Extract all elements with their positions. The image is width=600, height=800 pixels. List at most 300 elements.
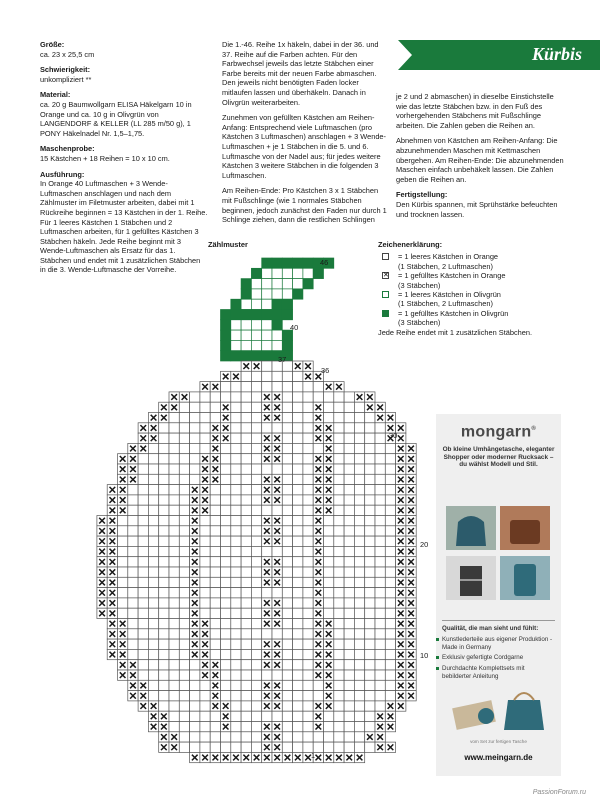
chart-cell [375, 454, 385, 464]
chart-cell [293, 268, 303, 278]
chart-cell [344, 639, 354, 649]
chart-cell [334, 649, 344, 659]
chart-cell [303, 382, 313, 392]
chart-cell [303, 680, 313, 690]
chart-cell [293, 732, 303, 742]
chart-cell [272, 289, 282, 299]
chart-cell [169, 526, 179, 536]
chart-cell [344, 670, 354, 680]
advertisement[interactable] [436, 414, 561, 776]
chart-cell [231, 330, 241, 340]
chart-cell [303, 557, 313, 567]
chart-cell [303, 639, 313, 649]
chart-cell [365, 546, 375, 556]
chart-cell [210, 711, 220, 721]
chart-cell [282, 268, 292, 278]
chart-cell [159, 649, 169, 659]
chart-cell [210, 577, 220, 587]
chart-cell [169, 598, 179, 608]
chart-cell [365, 433, 375, 443]
chart-cell [251, 516, 261, 526]
material-text: ca. 20 g Baumwollgarn ELISA Häkelgarn 10 in Orange und ca. 10 g in Olivgrün von LANGENDORF & KELLER (LL 285 m/50 g), 1 PONY Häkelnadel Nr. 1,5–1,75. [40, 99, 192, 138]
chart-cell [138, 588, 148, 598]
chart-cell [272, 371, 282, 381]
chart-cell [179, 546, 189, 556]
chart-cell [210, 557, 220, 567]
chart-cell [293, 701, 303, 711]
chart-cell [313, 732, 323, 742]
chart-cell [313, 680, 323, 690]
ad-feature: Exklusiv gefertigte Cordgarne [442, 654, 555, 662]
chart-cell [375, 691, 385, 701]
chart-cell [179, 516, 189, 526]
chart-cell [190, 402, 200, 412]
chart-cell [385, 619, 395, 629]
chart-cell [148, 567, 158, 577]
chart-cell [241, 485, 251, 495]
chart-cell [262, 629, 272, 639]
chart-cell [251, 402, 261, 412]
chart-cell [241, 423, 251, 433]
chart-cell [262, 310, 272, 320]
chart-cell [148, 505, 158, 515]
chart-cell [148, 546, 158, 556]
chart-cell [272, 464, 282, 474]
chart-cell [303, 691, 313, 701]
chart-cell [200, 598, 210, 608]
row-label-20: 20 [420, 540, 429, 549]
chart-cell [262, 464, 272, 474]
rows-paragraph: Die 1.-46. Reihe 1x häkeln, dabei in der 36. und 37. Reihe auf die Farben achten. Für den Farbwechsel jeweils das letzte Stäbchen einer Farbe bereits mit der neuen Farbe abmaschen. Den jeweils nicht benötigten Faden locker mitlaufen lassen und überhäkeln. Danach in Olivgrün weiterarbeiten. [222, 40, 379, 107]
chart-cell [231, 485, 241, 495]
chart-cell [179, 680, 189, 690]
chart-cell [221, 505, 231, 515]
chart-cell [375, 443, 385, 453]
chart-cell [334, 588, 344, 598]
chart-cell [169, 639, 179, 649]
chart-cell [282, 536, 292, 546]
chart-cell [385, 577, 395, 587]
chart-cell [179, 526, 189, 536]
chart-cell [241, 402, 251, 412]
chart-cell [385, 588, 395, 598]
chart-cell [221, 629, 231, 639]
chart-cell [293, 649, 303, 659]
chart-cell [251, 691, 261, 701]
chart-cell [303, 660, 313, 670]
chart-cell [200, 392, 210, 402]
chart-cell [200, 546, 210, 556]
chart-cell [241, 279, 251, 289]
chart-cell [334, 413, 344, 423]
chart-cell [190, 722, 200, 732]
chart-grid [97, 258, 416, 763]
chart-cell [231, 310, 241, 320]
chart-cell [334, 392, 344, 402]
chart-cell [210, 639, 220, 649]
size-text: ca. 23 x 25,5 cm [40, 49, 95, 59]
chart-cell [334, 629, 344, 639]
chart-cell [303, 454, 313, 464]
chart-cell [365, 649, 375, 659]
chart-cell [334, 433, 344, 443]
chart-cell [365, 711, 375, 721]
chart-cell [231, 711, 241, 721]
chart-cell [179, 557, 189, 567]
chart-cell [262, 330, 272, 340]
chart-cell [385, 567, 395, 577]
chart-cell [365, 413, 375, 423]
chart-cell [344, 464, 354, 474]
chart-cell [169, 464, 179, 474]
chart-cell [282, 443, 292, 453]
chart-cell [282, 413, 292, 423]
chart-cell [190, 691, 200, 701]
chart-cell [282, 680, 292, 690]
chart-cell [385, 485, 395, 495]
chart-cell [354, 516, 364, 526]
chart-cell [159, 485, 169, 495]
chart-cell [334, 722, 344, 732]
chart-cell [179, 639, 189, 649]
chart-cell [272, 310, 282, 320]
chart-cell [303, 443, 313, 453]
chart-cell [282, 526, 292, 536]
chart-cell [375, 660, 385, 670]
chart-cell [251, 722, 261, 732]
chart-cell [354, 598, 364, 608]
chart-cell [385, 526, 395, 536]
chart-cell [303, 413, 313, 423]
chart-cell [282, 258, 292, 268]
chart-cell [272, 670, 282, 680]
chart-cell [118, 516, 128, 526]
chart-cell [148, 629, 158, 639]
chart-cell [251, 279, 261, 289]
chart-cell [241, 351, 251, 361]
chart-cell [138, 619, 148, 629]
chart-cell [210, 546, 220, 556]
chart-cell [148, 639, 158, 649]
chart-cell [385, 516, 395, 526]
chart-cell [159, 691, 169, 701]
chart-cell [221, 670, 231, 680]
chart-cell [324, 536, 334, 546]
row-label-40: 40 [290, 323, 299, 332]
chart-cell [334, 639, 344, 649]
chart-cell [293, 619, 303, 629]
chart-cell [210, 629, 220, 639]
chart-cell [210, 608, 220, 618]
chart-cell [303, 711, 313, 721]
chart-cell [241, 382, 251, 392]
chart-cell [118, 557, 128, 567]
chart-cell [334, 402, 344, 412]
chart-cell [334, 454, 344, 464]
chart-cell [179, 464, 189, 474]
chart-cell [324, 546, 334, 556]
chart-label: Zählmuster [208, 240, 248, 249]
chart-cell [148, 660, 158, 670]
chart-cell [313, 691, 323, 701]
finishing-heading: Fertigstellung: [396, 190, 448, 200]
chart-cell [282, 691, 292, 701]
chart-cell [210, 505, 220, 515]
chart-cell [169, 660, 179, 670]
chart-cell [385, 608, 395, 618]
chart-cell [262, 299, 272, 309]
chart-cell [190, 443, 200, 453]
chart-cell [365, 423, 375, 433]
chart-cell [375, 670, 385, 680]
chart-cell [241, 732, 251, 742]
chart-cell [221, 691, 231, 701]
chart-cell [159, 526, 169, 536]
chart-cell [241, 526, 251, 536]
chart-cell [365, 691, 375, 701]
chart-cell [365, 464, 375, 474]
ad-feature: Kunstlederteile aus eigener Produktion - Made in Germany [442, 636, 555, 651]
chart-cell [159, 433, 169, 443]
chart-cell [138, 526, 148, 536]
chart-cell [118, 567, 128, 577]
chart-cell [138, 629, 148, 639]
chart-cell [375, 557, 385, 567]
ad-caption: vom Set zur fertigen Tasche [470, 739, 527, 744]
empty-orange-square-icon [382, 253, 389, 260]
chart-cell [241, 495, 251, 505]
chart-cell [210, 516, 220, 526]
chart-cell [385, 505, 395, 515]
chart-cell [241, 443, 251, 453]
chart-cell [344, 485, 354, 495]
chart-cell [159, 701, 169, 711]
chart-cell [375, 608, 385, 618]
chart-cell [231, 474, 241, 484]
chart-cell [293, 402, 303, 412]
chart-cell [148, 526, 158, 536]
chart-cell [138, 557, 148, 567]
chart-cell [272, 330, 282, 340]
chart-cell [241, 536, 251, 546]
chart-cell [190, 670, 200, 680]
chart-cell [190, 732, 200, 742]
chart-cell [148, 557, 158, 567]
chart-cell [365, 639, 375, 649]
chart-cell [282, 464, 292, 474]
chart-cell [231, 516, 241, 526]
chart-cell [354, 474, 364, 484]
chart-cell [210, 526, 220, 536]
chart-cell [241, 722, 251, 732]
chart-cell [293, 691, 303, 701]
chart-cell [375, 495, 385, 505]
chart-cell [365, 505, 375, 515]
chart-cell [138, 536, 148, 546]
chart-cell [303, 423, 313, 433]
chart-cell [159, 598, 169, 608]
instructions-heading: Ausführung: [40, 169, 85, 179]
bag-photo-image [446, 506, 496, 550]
chart-cell [354, 536, 364, 546]
chart-cell [303, 526, 313, 536]
chart-cell [241, 299, 251, 309]
chart-cell [169, 691, 179, 701]
chart-cell [179, 413, 189, 423]
chart-cell [293, 443, 303, 453]
chart-cell [241, 413, 251, 423]
chart-cell [210, 413, 220, 423]
chart-cell [272, 629, 282, 639]
chart-cell [128, 608, 138, 618]
chart-cell [231, 392, 241, 402]
chart-cell [190, 423, 200, 433]
chart-cell [251, 423, 261, 433]
chart-cell [210, 598, 220, 608]
chart-cell [344, 454, 354, 464]
chart-cell [128, 598, 138, 608]
chart-cell [334, 505, 344, 515]
chart-cell [334, 670, 344, 680]
chart-cell [313, 268, 323, 278]
chart-cell [282, 629, 292, 639]
chart-cell [200, 701, 210, 711]
chart-cell [231, 629, 241, 639]
chart-cell [190, 742, 200, 752]
chart-cell [365, 742, 375, 752]
row-label-10: 10 [420, 651, 429, 660]
ad-website-link[interactable]: www.meingarn.de [464, 753, 533, 762]
chart-cell [354, 701, 364, 711]
chart-cell [251, 546, 261, 556]
chart-cell [179, 629, 189, 639]
chart-cell [179, 722, 189, 732]
chart-cell [365, 588, 375, 598]
chart-cell [251, 340, 261, 350]
chart-cell [231, 567, 241, 577]
chart-cell [200, 402, 210, 412]
chart-cell [262, 289, 272, 299]
chart-cell [159, 546, 169, 556]
chart-cell [334, 660, 344, 670]
chart-cell [324, 588, 334, 598]
instructions-text: In Orange 40 Luftmaschen + 3 Wende-Luftmaschen anschlagen und nach dem Zählmuster im Filetmuster arbeiten, dabei mit 1 Rückreihe beginnen = 13 Kästchen in der 1. Reihe. Für 1 leeres Kästchen 1 Stäbchen und 2 Luftmaschen arbeiten, für 1 gefülltes Kästchen 3 Stäbchen häkeln. Jede Reihe beginnt mit 3 Wende-Luftmaschen als Ersatz für das 1. Stäbchen und endet mit 1 zusätzlichen Stäbchen in die 3. Wende-Luftmasche der Vorreihe. [40, 179, 208, 275]
chart-cell [282, 340, 292, 350]
chart-cell [221, 588, 231, 598]
chart-cell [169, 505, 179, 515]
chart-cell [200, 433, 210, 443]
chart-cell [221, 557, 231, 567]
chart-cell [354, 639, 364, 649]
chart-cell [344, 536, 354, 546]
chart-cell [251, 536, 261, 546]
chart-cell [262, 423, 272, 433]
chart-cell [293, 660, 303, 670]
chart-cell [303, 474, 313, 484]
size-heading: Größe: [40, 40, 65, 49]
chart-cell [148, 588, 158, 598]
row-label-1: 1 [311, 751, 316, 760]
chart-cell [221, 608, 231, 618]
chart-cell [148, 680, 158, 690]
row-end-paragraph: Am Reihen-Ende: Pro Kästchen 3 x 1 Stäbchen mit Fußschlinge (wie 1 normales Stäbchen beginnen, jedoch zunächst den Faden nur durch 1 Schlinge ziehen, dann die restlichen Schlingen [222, 186, 387, 225]
chart-cell [190, 464, 200, 474]
chart-cell [128, 485, 138, 495]
chart-cell [365, 680, 375, 690]
chart-cell [365, 629, 375, 639]
chart-cell [241, 588, 251, 598]
chart-cell [221, 464, 231, 474]
chart-cell [231, 299, 241, 309]
chart-cell [138, 639, 148, 649]
chart-cell [169, 557, 179, 567]
chart-cell [293, 598, 303, 608]
chart-cell [138, 598, 148, 608]
chart-cell [231, 649, 241, 659]
finishing-text: Den Kürbis spannen, mit Sprühstärke befeuchten und trocknen lassen. [396, 199, 558, 219]
chart-cell [303, 567, 313, 577]
gauge-text: 15 Kästchen + 18 Reihen = 10 x 10 cm. [40, 153, 170, 163]
chart-cell [293, 392, 303, 402]
gauge-heading: Maschenprobe: [40, 144, 95, 154]
chart-cell [190, 660, 200, 670]
chart-cell [210, 649, 220, 659]
chart-cell [169, 536, 179, 546]
chart-cell [221, 598, 231, 608]
chart-cell [148, 516, 158, 526]
chart-cell [169, 443, 179, 453]
chart-cell [251, 392, 261, 402]
chart-cell [159, 536, 169, 546]
chart-cell [179, 485, 189, 495]
chart-cell [324, 567, 334, 577]
chart-cell [241, 742, 251, 752]
chart-cell [365, 670, 375, 680]
chart-cell [169, 567, 179, 577]
chart-cell [190, 392, 200, 402]
chart-cell [293, 516, 303, 526]
chart-cell [251, 588, 261, 598]
chart-cell [375, 464, 385, 474]
chart-cell [241, 577, 251, 587]
chart-cell [221, 443, 231, 453]
chart-cell [210, 588, 220, 598]
chart-cell [282, 279, 292, 289]
chart-cell [344, 433, 354, 443]
chart-cell [303, 505, 313, 515]
chart-cell [159, 567, 169, 577]
chart-cell [365, 577, 375, 587]
row-label-37: 37 [278, 355, 287, 364]
chart-cell [272, 711, 282, 721]
chart-cell [385, 495, 395, 505]
chart-cell [128, 577, 138, 587]
chart-cell [282, 639, 292, 649]
chart-cell [324, 577, 334, 587]
legend-item: = 1 gefülltes Kästchen in Olivgrün (3 Stäbchen) [378, 309, 578, 328]
chart-cell [385, 639, 395, 649]
ad-quality-heading: Qualität, die man sieht und fühlt: [442, 620, 555, 633]
chart-cell [385, 454, 395, 464]
filled-green-square-icon [382, 310, 389, 317]
chart-cell [210, 742, 220, 752]
chart-cell [128, 516, 138, 526]
chart-cell [354, 670, 364, 680]
chart-cell [118, 536, 128, 546]
chart-cell [210, 732, 220, 742]
chart-cell [385, 680, 395, 690]
chart-cell [148, 443, 158, 453]
